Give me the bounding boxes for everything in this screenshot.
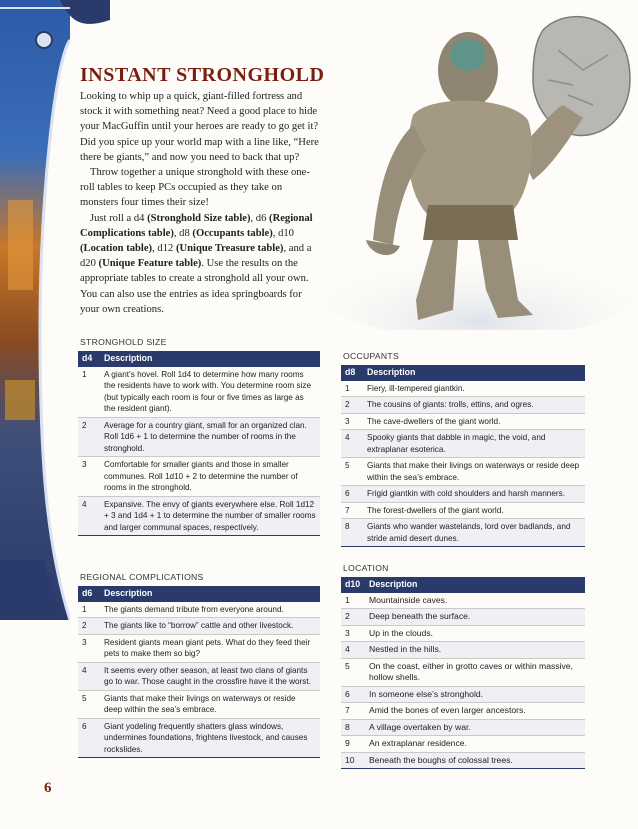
row-description: On the coast, either in grotto caves or within massive, hollow shells. (365, 658, 585, 686)
intro-paragraph-2: Throw together a unique stronghold with these one-roll tables to keep PCs occupied as they take on monsters four times their size! (80, 167, 310, 209)
roll-number: 7 (341, 502, 363, 519)
top-frame-ornament (0, 0, 110, 60)
table-row (78, 417, 320, 457)
description-header: Description (100, 351, 320, 367)
row-description: Fiery, ill-tempered giantkin. (363, 381, 585, 397)
table-row (341, 625, 585, 642)
roll-number: 1 (78, 367, 100, 418)
page-title: INSTANT STRONGHOLD (80, 64, 325, 86)
row-description: Giants who wander wastelands, lord over badlands, and stride amid desert dunes. (363, 519, 585, 547)
roll-number: 6 (78, 718, 100, 758)
row-description: Average for a country giant, small for an organized clan. Roll 1d6 + 1 to determine the number of rooms in the stronghold. (100, 417, 320, 457)
roll-number: 4 (78, 496, 100, 536)
row-description: Giants that make their livings on waterways or reside deep within the sea’s embrace. (100, 690, 320, 718)
roll-number: 1 (341, 593, 365, 609)
table-row (341, 458, 585, 486)
die-header: d10 (341, 577, 365, 593)
roll-number: 6 (341, 486, 363, 503)
row-description: The cousins of giants: trolls, ettins, and ogres. (363, 397, 585, 414)
row-description: Frigid giantkin with cold shoulders and harsh manners. (363, 486, 585, 503)
row-description: In someone else’s stronghold. (365, 686, 585, 703)
roll-number: 3 (341, 625, 365, 642)
roll-number: 2 (78, 618, 100, 635)
table-row (341, 486, 585, 503)
occupants-heading: OCCUPANTS (343, 351, 400, 361)
table-row (78, 634, 320, 662)
row-description: Beneath the boughs of colossal trees. (365, 752, 585, 769)
table-row (78, 367, 320, 418)
row-description: Up in the clouds. (365, 625, 585, 642)
table-row (341, 609, 585, 626)
die-header: d6 (78, 586, 100, 602)
table-row (78, 618, 320, 635)
row-description: Giants that make their livings on waterways or reside deep within the sea’s embrace. (363, 458, 585, 486)
giant-illustration (318, 0, 638, 330)
description-header: Description (100, 586, 320, 602)
row-description: The forest-dwellers of the giant world. (363, 502, 585, 519)
table-row (78, 602, 320, 618)
roll-number: 3 (341, 413, 363, 430)
page-number: 6 (44, 780, 52, 796)
roll-number: 4 (341, 430, 363, 458)
occupants-table (341, 365, 585, 547)
roll-number: 5 (341, 658, 365, 686)
row-description: Deep beneath the surface. (365, 609, 585, 626)
row-description: Resident giants mean giant pets. What do they feed their pets to make them so big? (100, 634, 320, 662)
table-row (341, 719, 585, 736)
row-description: Mountainside caves. (365, 593, 585, 609)
table-row (341, 658, 585, 686)
table-row (341, 381, 585, 397)
roll-number: 7 (341, 703, 365, 720)
row-description: The giants demand tribute from everyone around. (100, 602, 320, 618)
table-row (341, 703, 585, 720)
intro-text (80, 89, 320, 317)
row-description: Nestled in the hills. (365, 642, 585, 659)
roll-number: 2 (341, 397, 363, 414)
table-row (341, 686, 585, 703)
left-border-illustration (0, 0, 70, 829)
roll-number: 4 (78, 662, 100, 690)
table-row (341, 752, 585, 769)
roll-number: 2 (341, 609, 365, 626)
table-row (341, 502, 585, 519)
roll-number: 3 (78, 634, 100, 662)
row-description: Spooky giants that dabble in magic, the void, and extraplanar esoterica. (363, 430, 585, 458)
location-heading: LOCATION (343, 563, 389, 573)
table-row (341, 397, 585, 414)
roll-number: 1 (78, 602, 100, 618)
roll-number: 10 (341, 752, 365, 769)
roll-number: 8 (341, 519, 363, 547)
row-description: Giant yodeling frequently shatters glass windows, undermines foundations, frightens livestock, and causes rockslides. (100, 718, 320, 758)
row-description: The cave-dwellers of the giant world. (363, 413, 585, 430)
row-description: Comfortable for smaller giants and those in smaller communes. Roll 1d10 + 2 to determine the number of rooms in the stronghold. (100, 457, 320, 497)
location-table (341, 577, 585, 769)
row-description: A giant’s hovel. Roll 1d4 to determine how many rooms the residents have to work with. You determine room size (but typically each room is four or five times as large as the resident giant). (100, 367, 320, 418)
roll-number: 4 (341, 642, 365, 659)
table-row (341, 642, 585, 659)
table-row (78, 718, 320, 758)
roll-number: 5 (78, 690, 100, 718)
roll-number: 9 (341, 736, 365, 753)
die-header: d8 (341, 365, 363, 381)
table-row (341, 413, 585, 430)
regional-complications-table (78, 586, 320, 758)
table-row (78, 496, 320, 536)
table-row (341, 593, 585, 609)
description-header: Description (363, 365, 585, 381)
table-row (341, 430, 585, 458)
roll-number: 6 (341, 686, 365, 703)
stronghold-size-table (78, 351, 320, 536)
roll-number: 1 (341, 381, 363, 397)
intro-paragraph-3: Just roll a d4 (Stronghold Size table), d6 (Regional Complications table), d8 (Occupants table), d10 (Location table), d12 (Unique Treasure table), and a d20 (Unique Feature table). Use the results on the appropriate tables to create a stronghold all your own. You can also use the entries as idea springboards for your own creations. (80, 212, 313, 315)
table-row (78, 662, 320, 690)
roll-number: 3 (78, 457, 100, 497)
table-row (78, 690, 320, 718)
row-description: Amid the bones of even larger ancestors. (365, 703, 585, 720)
die-header: d4 (78, 351, 100, 367)
roll-number: 5 (341, 458, 363, 486)
regional-complications-heading: REGIONAL COMPLICATIONS (80, 572, 204, 582)
table-row (341, 736, 585, 753)
table-row (341, 519, 585, 547)
roll-number: 2 (78, 417, 100, 457)
row-description: It seems every other season, at least two clans of giants go to war. Those caught in the crossfire have it the worst. (100, 662, 320, 690)
description-header: Description (365, 577, 585, 593)
roll-number: 8 (341, 719, 365, 736)
row-description: A village overtaken by war. (365, 719, 585, 736)
stronghold-size-heading: STRONGHOLD SIZE (80, 337, 167, 347)
row-description: Expansive. The envy of giants everywhere else. Roll 1d12 + 3 and 1d4 + 1 to determine the number of smaller rooms and larger communal spaces, respectively. (100, 496, 320, 536)
intro-paragraph-1: Looking to whip up a quick, giant-filled fortress and stock it with something neat? Need a good place to hide your MacGuffin until your heroes are ready to go get it? Did you spice up your world map with a line like, “Here there be giants,” and now you need to back that up? (80, 91, 319, 163)
row-description: An extraplanar residence. (365, 736, 585, 753)
table-row (78, 457, 320, 497)
row-description: The giants like to “borrow” cattle and other livestock. (100, 618, 320, 635)
